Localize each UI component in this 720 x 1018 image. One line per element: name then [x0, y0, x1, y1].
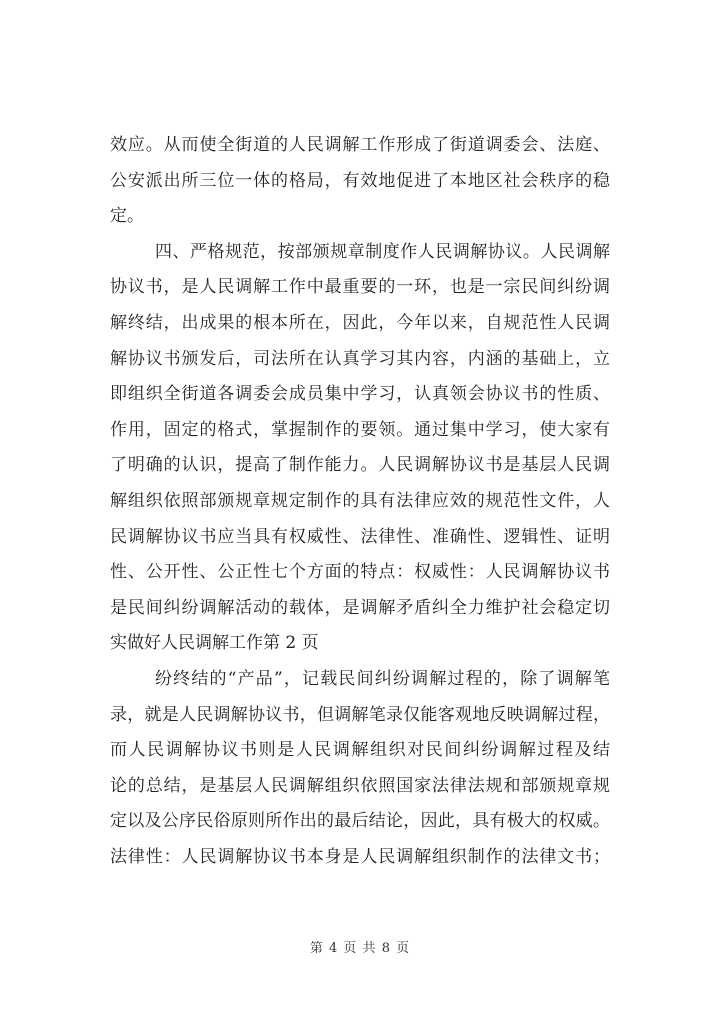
text-line: 定以及公序民俗原则所作出的最后结论，因此，具有极大的权威。: [110, 811, 610, 832]
text-line: 而人民调解协议书则是人民调解组织对民间纠纷调解过程及结: [110, 740, 610, 761]
text-line: 即组织全街道各调委会成员集中学习，认真领会协议书的性质、: [110, 384, 610, 405]
text-line: 协议书，是人民调解工作中最重要的一环，也是一宗民间纠纷调: [110, 277, 610, 298]
text-line: 作用，固定的格式，掌握制作的要领。通过集中学习，使大家有: [110, 419, 610, 440]
text-line: 录，就是人民调解协议书，但调解笔录仅能客观地反映调解过程，: [110, 704, 610, 725]
text-line: 公安派出所三位一体的格局，有效地促进了本地区社会秩序的稳: [110, 170, 610, 191]
document-body: [110, 128, 610, 875]
text-line: 定。: [110, 206, 144, 227]
text-line: 了明确的认识，提高了制作能力。人民调解协议书是基层人民调: [110, 455, 610, 476]
text-line: 论的总结，是基层人民调解组织依照国家法律法规和部颁规章规: [110, 775, 610, 796]
text-line: 实做好人民调解工作第 2 页: [110, 633, 319, 654]
text-line: 解组织依照部颁规章规定制作的具有法律应效的规范性文件，人: [110, 490, 610, 511]
page-footer: 第 4 页 共 8 页: [309, 941, 411, 956]
text-line: 法律性：人民调解协议书本身是人民调解组织制作的法律文书；: [110, 846, 610, 867]
text-line: 性、公开性、公正性七个方面的特点：权威性：人民调解协议书: [110, 562, 610, 583]
text-line: 是民间纠纷调解活动的载体，是调解矛盾纠全力维护社会稳定切: [110, 597, 610, 618]
text-line: 解协议书颁发后，司法所在认真学习其内容，内涵的基础上，立: [110, 348, 610, 369]
text-line: 解终结，出成果的根本所在，因此，今年以来，自规范性人民调: [110, 312, 610, 333]
text-line: 纷终结的“产品”，记载民间纠纷调解过程的，除了调解笔: [155, 668, 610, 689]
text-line: 民调解协议书应当具有权威性、法律性、准确性、逻辑性、证明: [110, 526, 610, 547]
text-line: 效应。从而使全街道的人民调解工作形成了街道调委会、法庭、: [110, 135, 610, 155]
text-line: 四、严格规范，按部颁规章制度作人民调解协议。人民调解: [155, 241, 610, 262]
